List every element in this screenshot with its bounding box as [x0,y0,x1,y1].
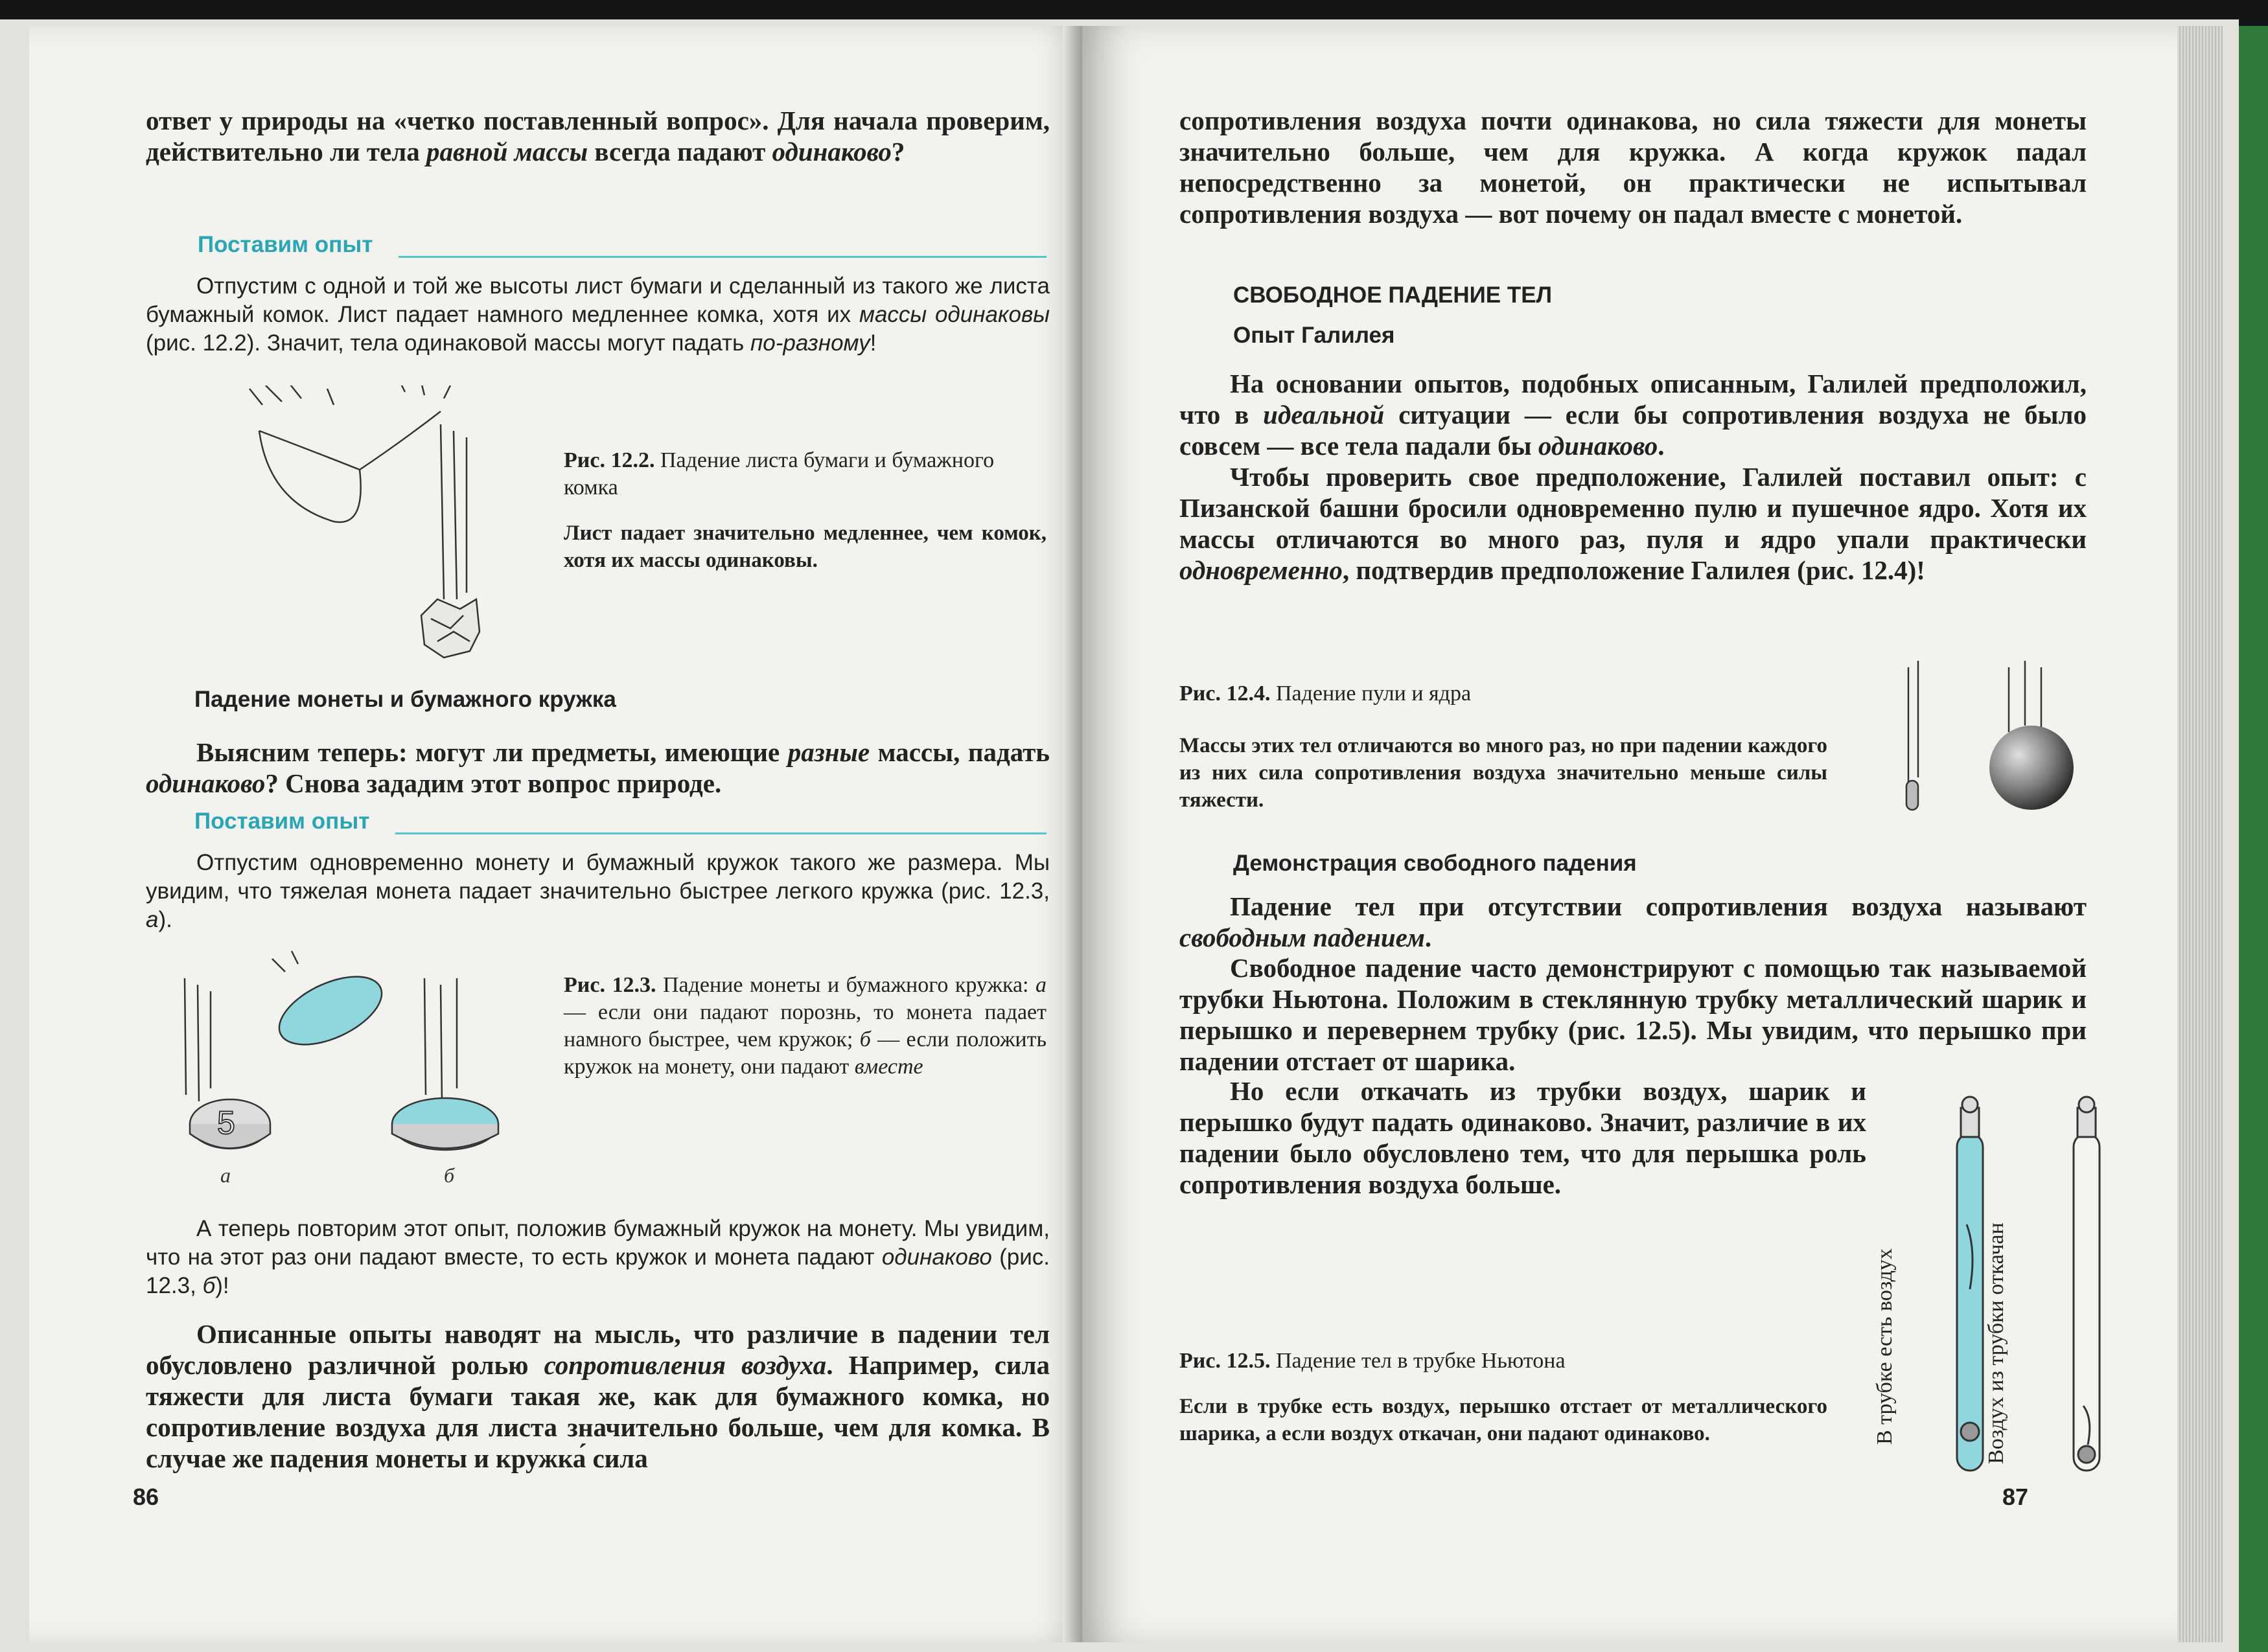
galileo-paragraph-2: Чтобы проверить свое предположение, Галилей поставил опыт: с Пизанской башни бросили одновременно пулю и пушечное ядро. Хотя их массы отличаются во много раз, пуля и ядро упали практически одновременно, подтвердив предположение Галилея (рис. 12.4)! [1179,462,2087,585]
page-edges [2177,26,2223,1642]
experiment-2-text: Отпустим одновременно монету и бумажный кружок такого же размера. Мы увидим, что тяжелая монета падает значительно быстрее легкого кружка (рис. 12.3, а). [146,850,1050,932]
figure-12-3-drawing [146,939,561,1186]
figure-12-4-caption-text: Массы этих тел отличаются во много раз, но при падении каждого из них сила сопротивления воздуха значительно меньше силы тяжести. [1179,734,1827,812]
figure-12-4-caption-title: Рис. 12.4. Падение пули и ядра [1179,682,1472,706]
demo-heading: Демонстрация свободного падения [1233,851,1637,876]
figure-12-2-caption-text: Лист падает значительно медленнее, чем комок, хотя их массы одинаковы. [564,522,1047,572]
continuation-paragraph: сопротивления воздуха почти одинакова, но сила тяжести для монеты значительно больше, чем для кружка. А когда кружок падал непосредственно за монетой, он практически не испытывал сопротивления воздуха — вот почему он падал вместе с монетой. [1179,106,2087,229]
figure-12-3-label-a: а [220,1164,231,1186]
tube-label-air: В трубке есть воздух [1873,1248,1897,1445]
left-page [29,26,1082,1642]
section-coin-text: Выясним теперь: могут ли предметы, имеющие разные массы, падать одинаково? Снова зададим этот вопрос природе. [146,737,1050,798]
figure-12-5-caption-text: Если в трубке есть воздух, перышко отстает от металлического шарика, а если воздух откачан, они падают одинаково. [1179,1395,1827,1445]
demo-paragraph-2: Свободное падение часто демонстрируют с помощью так называемой трубки Ньютона. Положим в стеклянную трубку металлический шарик и перышко и перевернем трубку (рис. 12.5). Мы увидим, что перышко при падении отстает от шарика. [1179,953,2087,1076]
right-page [1082,26,2177,1642]
figure-12-3-label-b: б [444,1164,455,1186]
free-fall-section-heading: СВОБОДНОЕ ПАДЕНИЕ ТЕЛ [1233,282,1553,308]
conclusion-paragraph: Описанные опыты наводят на мысль, что различие в падении тел обусловлено различной ролью сопротивления воздуха. Например, сила тяжести для листа бумаги такая же, как для бумажного комка, но сопротивление воздуха для листа значительно больше, чем для комка. В случае же падения монеты и кружка́ сила [146,1319,1050,1473]
experiment-heading-2: Поставим опыт [194,809,370,834]
section-coin-heading: Падение монеты и бумажного кружка [194,687,616,712]
page-number-left: 86 [133,1484,159,1510]
heading-rule-2 [395,832,1047,834]
figure-12-2-drawing [237,385,509,683]
figure-12-5-caption-title: Рис. 12.5. Падение тел в трубке Ньютона [1179,1349,1566,1373]
tube-label-vacuum: Воздух из трубки откачан [1984,1222,2008,1464]
coin-digit: 5 [217,1105,235,1141]
figure-12-4-drawing [1892,654,2112,836]
intro-paragraph: ответ у природы на «четко поставленный вопрос». Для начала проверим, действительно ли тела равной массы всегда падают одинаково? [146,106,1050,166]
heading-rule-1 [399,256,1047,258]
demo-paragraph-1: Падение тел при отсутствии сопротивления воздуха называют свободным падением. [1179,891,2087,952]
figure-12-2-caption-title: Рис. 12.2. Падение листа бумаги и бумажного комка [564,448,995,499]
galileo-paragraph-1: На основании опытов, подобных описанным, Галилей предположил, что в идеальной ситуации — если бы сопротивления воздуха не было совсем — все тела падали бы одинаково. [1179,369,2087,461]
experiment-heading-1: Поставим опыт [198,232,373,257]
experiment-1-text: Отпустим с одной и той же высоты лист бумаги и сделанный из такого же листа бумажный комок. Лист падает намного медленнее комка, хотя их массы одинаковы (рис. 12.2). Значит, тела одинаковой массы могут падать по-разному! [146,273,1050,356]
galileo-heading: Опыт Галилея [1233,323,1395,348]
repeat-experiment-text: А теперь повторим этот опыт, положив бумажный кружок на монету. Мы увидим, что на этот раз они падают вместе, то есть кружок и монета падают одинаково (рис. 12.3, б)! [146,1216,1050,1298]
book-spread [0,19,2239,1652]
demo-paragraph-3: Но если откачать из трубки воздух, шарик и перышко будут падать одинаково. Значит, различие в их падении было обусловлено тем, что для перышка роль сопротивления воздуха больше. [1179,1076,1866,1199]
figure-12-3-caption: Рис. 12.3. Падение монеты и бумажного кружка: а — если они падают порознь, то монета падает намного быстрее, чем кружок; б — если положить кружок на монету, они падают вместе [564,973,1047,1079]
figure-12-5-drawing [1905,1095,2112,1484]
page-number-right: 87 [2002,1484,2029,1510]
